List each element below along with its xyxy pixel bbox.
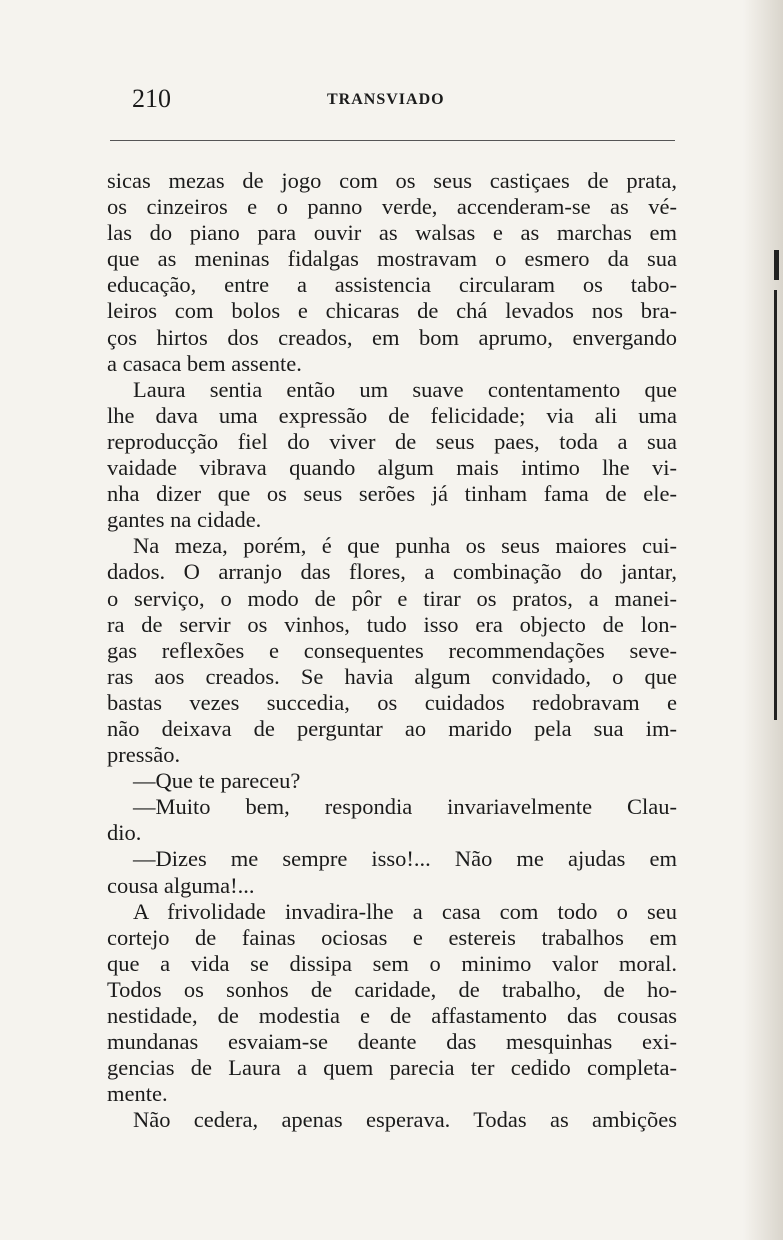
text-line: que as meninas fidalgas mostravam o esmero da sua <box>107 246 677 272</box>
text-line: cousa alguma!... <box>107 872 255 898</box>
header-rule <box>110 140 675 141</box>
text-line: reproducção fiel do viver de seus paes, toda a sua <box>107 428 677 454</box>
text-line: educação, entre a assistencia circularam os tabo- <box>107 272 677 298</box>
text-line: cortejo de fainas ociosas e estereis trabalhos em <box>107 924 677 950</box>
text-line: não deixava de perguntar ao marido pela sua im- <box>107 715 677 741</box>
text-line: a casaca bem assente. <box>107 350 302 376</box>
page-edge-shadow <box>743 0 783 1240</box>
page-number: 210 <box>132 84 171 113</box>
text-line: gantes na cidade. <box>107 507 262 533</box>
text-line: nestidade, de modestia e de affastamento das cousas <box>107 1003 677 1028</box>
edge-mark <box>774 250 779 280</box>
text-line: dio. <box>107 820 142 846</box>
text-line: sicas mezas de jogo com os seus castiçaes de prata, <box>107 168 677 193</box>
body-text <box>107 168 677 1133</box>
text-line: las do piano para ouvir as walsas e as marchas em <box>107 220 677 246</box>
page-header <box>107 84 677 114</box>
text-line: que a vida se dissipa sem o minimo valor moral. <box>107 950 677 976</box>
text-line: Na meza, porém, é que punha os seus maiores cui- <box>133 533 677 559</box>
text-line: ra de servir os vinhos, tudo isso era objecto de lon- <box>107 611 677 637</box>
text-line: Todos os sonhos de caridade, de trabalho, de ho- <box>107 976 677 1002</box>
text-line: Não cedera, apenas esperava. Todas as ambições <box>133 1107 677 1133</box>
text-line: —Muito bem, respondia invariavelmente Clau- <box>133 794 677 820</box>
text-line: bastas vezes succedia, os cuidados redobravam e <box>107 689 677 715</box>
text-line: —Que te pareceu? <box>133 768 301 794</box>
text-line: leiros com bolos e chicaras de chá levados nos bra- <box>107 298 677 324</box>
text-line: gas reflexões e consequentes recommendações seve- <box>107 637 677 663</box>
edge-mark <box>774 290 777 720</box>
text-line: —Dizes me sempre isso!... Não me ajudas em <box>133 846 677 872</box>
text-line: pressão. <box>107 742 181 768</box>
text-line: vaidade vibrava quando algum mais intimo lhe vi- <box>107 455 677 481</box>
text-line: lhe dava uma expressão de felicidade; via ali uma <box>107 402 677 428</box>
text-line: nha dizer que os seus serões já tinham fama de ele- <box>107 481 677 507</box>
running-title: TRANSVIADO <box>327 91 445 108</box>
text-line: ras aos creados. Se havia algum convidado, o que <box>107 663 677 689</box>
text-line: Laura sentia então um suave contentamento que <box>133 376 677 402</box>
text-line: o serviço, o modo de pôr e tirar os pratos, a manei- <box>107 585 677 611</box>
text-line: ços hirtos dos creados, em bom aprumo, envergando <box>107 324 677 350</box>
text-line: dados. O arranjo das flores, a combinação do jantar, <box>107 559 677 585</box>
text-line: A frivolidade invadira-lhe a casa com todo o seu <box>133 898 677 924</box>
text-line: os cinzeiros e o panno verde, accenderam-se as vé- <box>107 194 677 220</box>
text-line: mente. <box>107 1081 168 1107</box>
text-line: mundanas esvaiam-se deante das mesquinhas exi- <box>107 1029 677 1055</box>
text-line: gencias de Laura a quem parecia ter cedido completa- <box>107 1055 677 1081</box>
